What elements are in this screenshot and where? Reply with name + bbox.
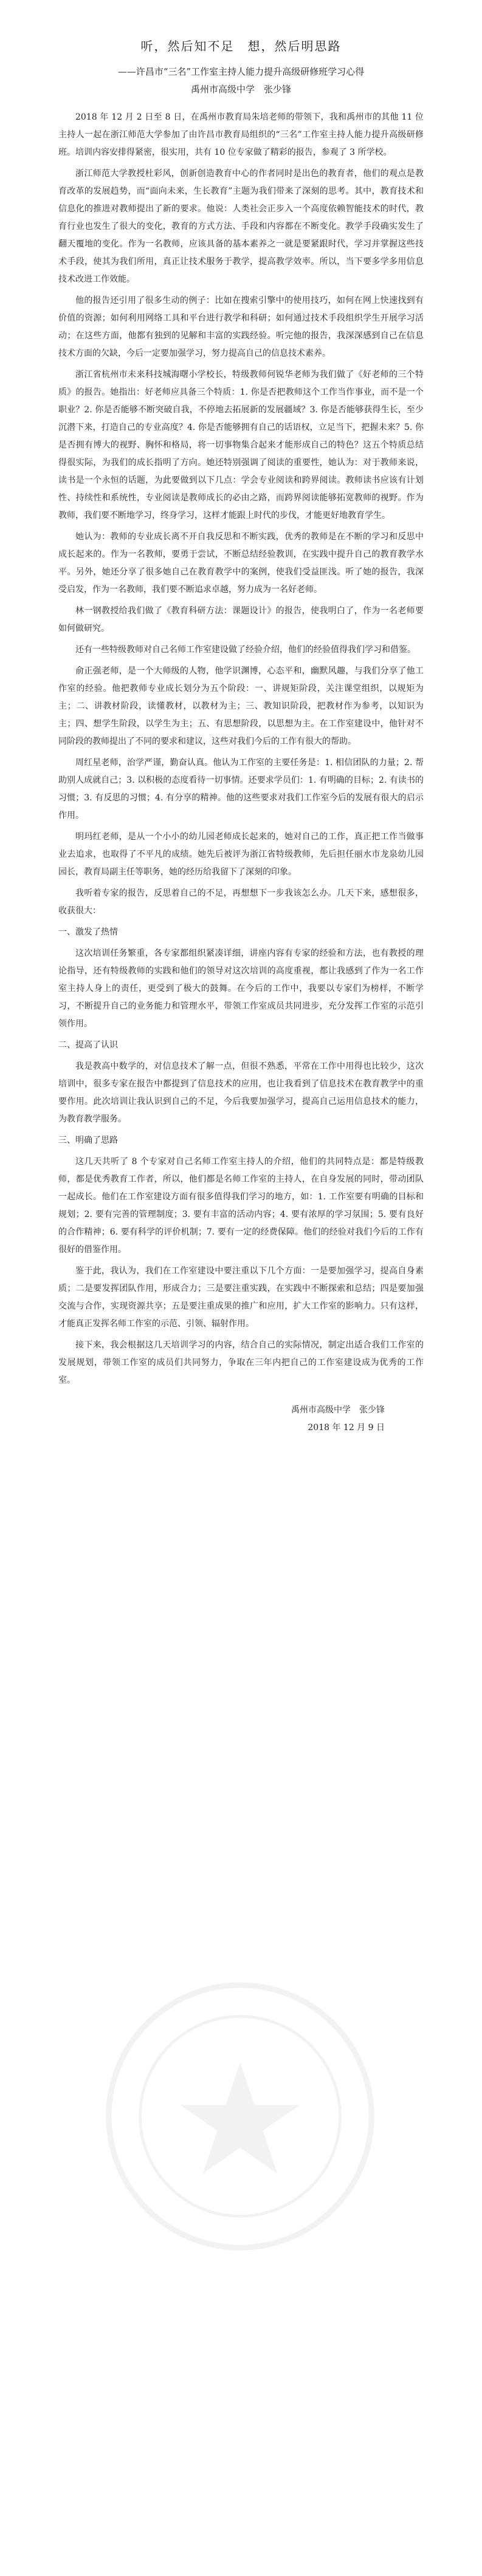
paragraph: 2018 年 12 月 2 日至 8 日，在禹州市教育局朱培老师的带领下，我和禹州市的其他 11 位主持人一起在浙江师范大学参加了由许昌市教育局组织的“三名”工作室主持人能力提升高级研修班。培训内容安排得紧密，很实用，共有 10 位专家做了精彩的报告，参观了 3 所学校。 [58, 112, 424, 157]
signature-block [58, 1402, 424, 1437]
signature-date: 2018 年 12 月 9 日 [308, 1423, 385, 1433]
signature-name: 禹州市高级中学 张少锋 [291, 1405, 385, 1415]
body-text [58, 109, 424, 1389]
paragraph: 明玛红老师，是从一个小小的幼儿园老师成长起来的，她对自己的工作，真正把工作当做事业去追求，也取得了不平凡的成绩。她先后被评为浙江省特级教师，先后担任丽水市龙泉幼儿园园长，教育局副主任等职务，她的经历给我留下了深刻的印象。 [58, 832, 424, 877]
watermark-graphic [97, 1974, 383, 2259]
paragraph: 还有一些特级教师对自己名师工作室建设做了经验介绍，他们的经验值得我们学习和借鉴。 [75, 645, 416, 655]
paragraph: 我是教高中数学的，对信息技术了解一点，但很不熟悉，平常在工作中用得也比较少，这次培训中，很多专家在报告中都提到了信息技术的应用，也让我看到了信息技术在教育教学中的重要作用。此次培训让我认识到自己的不足，今后我要加强学习，提高自己运用信息技术的能力，为教育教学服务。 [58, 1061, 424, 1124]
paragraph: 我听着专家的报告，反思着自己的不足，再想想下一步我该怎么办。几天下来，感想很多，收获很大： [58, 888, 424, 916]
watermark-stamp [97, 1974, 383, 2259]
paragraph: 这次培训任务繁重，各专家都组织紧凑详细，讲座内容有专家的经验和方法，也有教授的理论指导，还有特级教师的实践和他们的领导对这次培训的高度重视，都让我感到了作为一名工作室主持人身上的责任，更受到了极大的鼓舞。在今后的工作中，我要以专家们为榜样，不断学习，不断提升自己的业务能力和管理水平，带领工作室成员共同进步，充分发挥工作室的示范引领作用。 [58, 949, 424, 1029]
page-title: 听，然后知不足 想，然后明思路 [140, 39, 342, 53]
paragraph: 鉴于此，我认为，我们在工作室建设中要注重以下几个方面：一是要加强学习，提高自身素质；二是要发挥团队作用，形成合力；三是要注重实践，在实践中不断探索和总结；四是要加强交流与合作，实现资源共享；五是要注重成果的推广和应用，扩大工作室的影响力。只有这样，才能真正发挥名师工作室的示范、引领、辐射作用。 [58, 1266, 424, 1329]
paragraph: 他的报告还引用了很多生动的例子：比如在搜索引擎中的使用技巧，如何在网上快速找到有价值的资源；如何利用网络工具和平台进行教学和科研；如何通过技术手段组织学生开展学习活动；在这些方面，他都有独到的见解和丰富的实践经验。听完他的报告，我深深感到自己在信息技术方面的欠缺，今后一定要加强学习，努力提高自己的信息技术素养。 [58, 296, 424, 358]
paragraph: 这几天共听了 8 个专家对自己名师工作室主持人的介绍，他们的共同特点是：都是特级教师，都是优秀教育工作者，所以，他们都是名师工作室的主持人，在自身发展的同时，带动团队一起成长。他们在工作室建设方面有很多值得我们学习的地方，如：1. 工作室要有明确的目标和规划；2. 要有完善的管理制度；3. 要有丰富的活动内容；4. 要有浓厚的学习氛围；5. 要有良好的合作精神；6. 要有科学的评价机制；7. 要有一定的经费保障。他们的经验对我们今后的工作有很好的借鉴作用。 [58, 1157, 424, 1255]
section-heading: 一、激发了热情 [58, 927, 118, 937]
paragraph: 接下来，我会根据这几天培训学习的内容，结合自己的实际情况，制定出适合我们工作室的发展规划，带领工作室的成员们共同努力，争取在三年内把自己的工作室建设成为优秀的工作室。 [58, 1340, 424, 1385]
paragraph: 林一钢教授给我们做了《教育科研方法：课题设计》的报告，使我明白了，作为一名老师要如何做研究。 [58, 606, 424, 633]
paragraph: 俞正强老师，是一个大师级的人物，他学识渊博，心态平和，幽默风趣，与我们分享了他工作室的经验。他把教师专业成长划分为五个阶段：一、讲规矩阶段，关注课堂组织，以规矩为主；二、讲教材阶段，读懂教材，以教材为主；三、教知识阶段，把教材作为参考，以知识为主；四、想学生阶段，以学生为主；五、有思想阶段，以思想为主。在工作室建设中，他针对不同阶段的教师提出了不同的要求和建议，这些对我们今后的工作有很大的帮助。 [58, 666, 424, 746]
paragraph: 她认为：教师的专业成长离不开自我反思和不断实践，优秀的教师是在不断的学习和反思中成长起来的。作为一名教师，要勇于尝试，不断总结经验教训，在实践中提升自己的教育教学水平。另外，她还分享了很多她自己在教育教学中的案例，使我们受益匪浅。听了她的报告，我深受启发，作为一名教师，我们要不断追求卓越，努力成为一名好老师。 [58, 532, 424, 595]
paragraph: 浙江省杭州市未来科技城海曙小学校长，特级教师何锐华老师为我们做了《好老师的三个特质》的报告。她指出：好老师应具备三个特质：1. 你是否把教师这个工作当作事业，而不是一个职业？2. 你是否能够不断突破自我，不停地去拓展新的发展疆域？3. 你是否能够获得生长，至少沉潜下来，打造自己的专业高度？4. 你是否能够拥有自己的话语权，立足当下，把握未来？5. 你是否拥有博大的视野、胸怀和格局，将一切事物集合起来才能形成自己的特色？这五个特质总结得很实际，为我们的成长指明了方向。她还特别强调了阅读的重要性，她认为：对于教师来说，读书是一个永恒的话题，为此要做到以下几点：学会专业阅读和跨界阅读。教师读书应该有计划性、持续性和系统性，专业阅读是教师成长的必由之路，而跨界阅读能够拓宽教师的视野。作为教师，我们要不断地学习，终身学习，这样才能跟上时代的步伐，才能更好地教育学生。 [58, 370, 424, 520]
section-heading: 三、明确了思路 [58, 1136, 118, 1145]
page-subtitle: ——许昌市“三名”工作室主持人能力提升高级研修班学习心得 [117, 66, 365, 77]
paragraph: 周红星老师，治学严谨，勤奋认真。他认为工作室的主要任务是：1. 相信团队的力量；2. 帮助别人成就自己；3. 以积极的态度看待一切事情。还要求学员们：1. 有明确的目标；2. 有读书的习惯；3. 有反思的习惯；4. 有分享的精神。他的这些要求对我们工作室今后的发展有很大的启示作用。 [58, 758, 424, 820]
paragraph: 浙江师范大学教授杜彩风，创新创造教育中心的作者同时是出色的教育者，他们的观点是教育改革的发展趋势，而“面向未来，生长教育”主题为我们带来了深刻的思考。其中，教育技术和信息化的推进对教师提出了新的要求。他说：人类社会正步入一个高度依赖智能技术的时代，教育行业也发生了很大的变化，教育的方式方法、手段和内容都在不断变化。教学手段确实发生了翻天覆地的变化。作为一名教师，应该具备的基本素养之一就是要紧跟时代，学习并掌握这些技术手段，使其为我们所用，真正让技术服务于教学，提高教学效率。所以，当下要多学多用信息技术改进工作效能。 [58, 169, 424, 284]
author-line: 禹州市高级中学 张少锋 [190, 84, 291, 95]
section-heading: 二、提高了认识 [58, 1040, 118, 1050]
